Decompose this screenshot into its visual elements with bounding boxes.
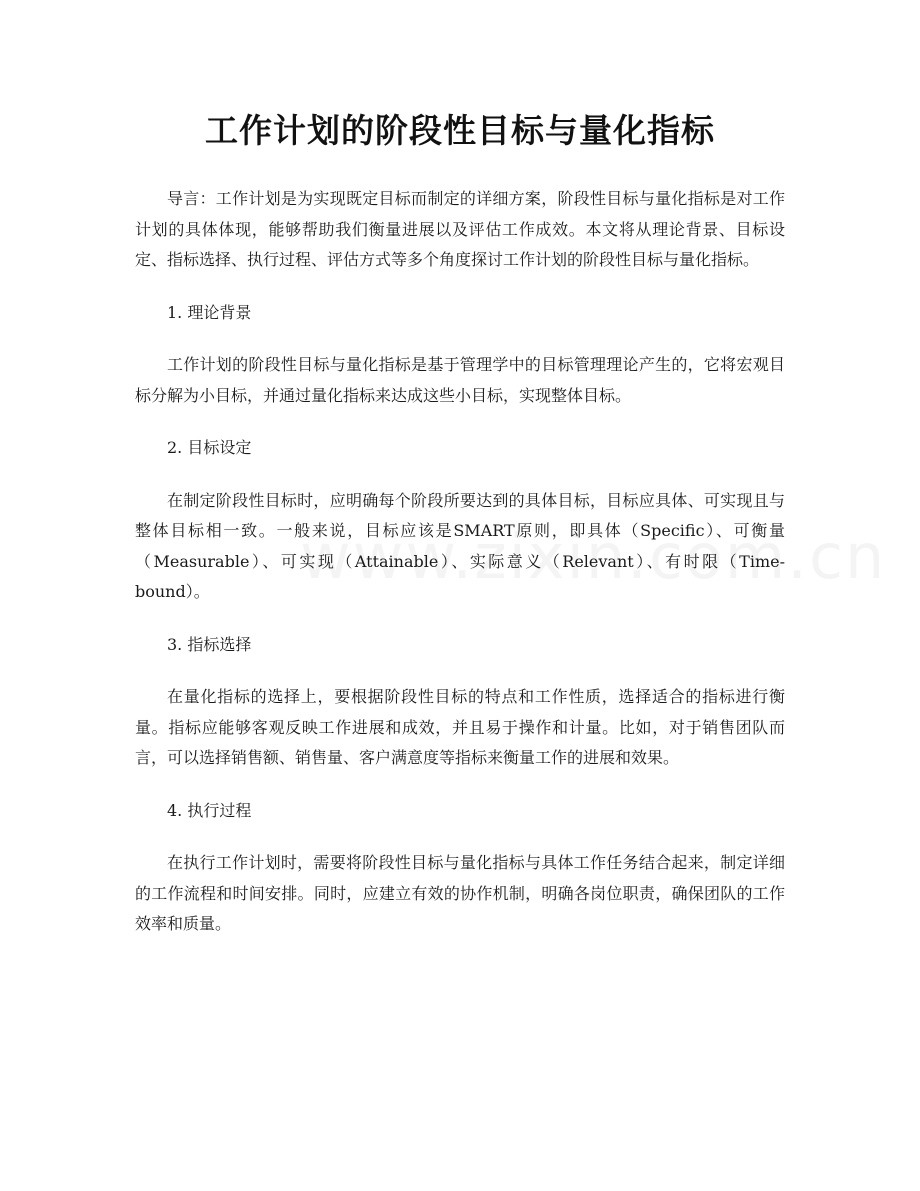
section-heading-theory: 1. 理论背景	[167, 302, 252, 322]
document-body	[135, 184, 785, 940]
intro-paragraph: 导言：工作计划是为实现既定目标而制定的详细方案，阶段性目标与量化指标是对工作计划的具体体现，能够帮助我们衡量进展以及评估工作成效。本文将从理论背景、目标设定、指标选择、执行过程、评估方式等多个角度探讨工作计划的阶段性目标与量化指标。	[135, 189, 785, 269]
section-body-indicator-selection: 在量化指标的选择上，要根据阶段性目标的特点和工作性质，选择适合的指标进行衡量。指标应能够客观反映工作进展和成效，并且易于操作和计量。比如，对于销售团队而言，可以选择销售额、销售量、客户满意度等指标来衡量工作的进展和效果。	[135, 687, 785, 767]
document-title: 工作计划的阶段性目标与量化指标	[205, 111, 715, 150]
section-heading-indicator-selection: 3. 指标选择	[167, 634, 252, 654]
section-heading-execution: 4. 执行过程	[167, 800, 252, 820]
section-heading-goal-setting: 2. 目标设定	[167, 438, 252, 457]
section-body-execution: 在执行工作计划时，需要将阶段性目标与量化指标与具体工作任务结合起来，制定详细的工作流程和时间安排。同时，应建立有效的协作机制，明确各岗位职责，确保团队的工作效率和质量。	[135, 853, 785, 933]
section-body-goal-setting: 在制定阶段性目标时，应明确每个阶段所要达到的具体目标，目标应具体、可实现且与整体目标相一致。一般来说，目标应该是SMART原则，即具体（Specific）、可衡量（Measurable）、可实现（Attainable）、实际意义（Relevant）、有时限（Time-bound）。	[135, 490, 785, 601]
section-body-theory: 工作计划的阶段性目标与量化指标是基于管理学中的目标管理理论产生的，它将宏观目标分解为小目标，并通过量化指标来达成这些小目标，实现整体目标。	[135, 355, 785, 405]
